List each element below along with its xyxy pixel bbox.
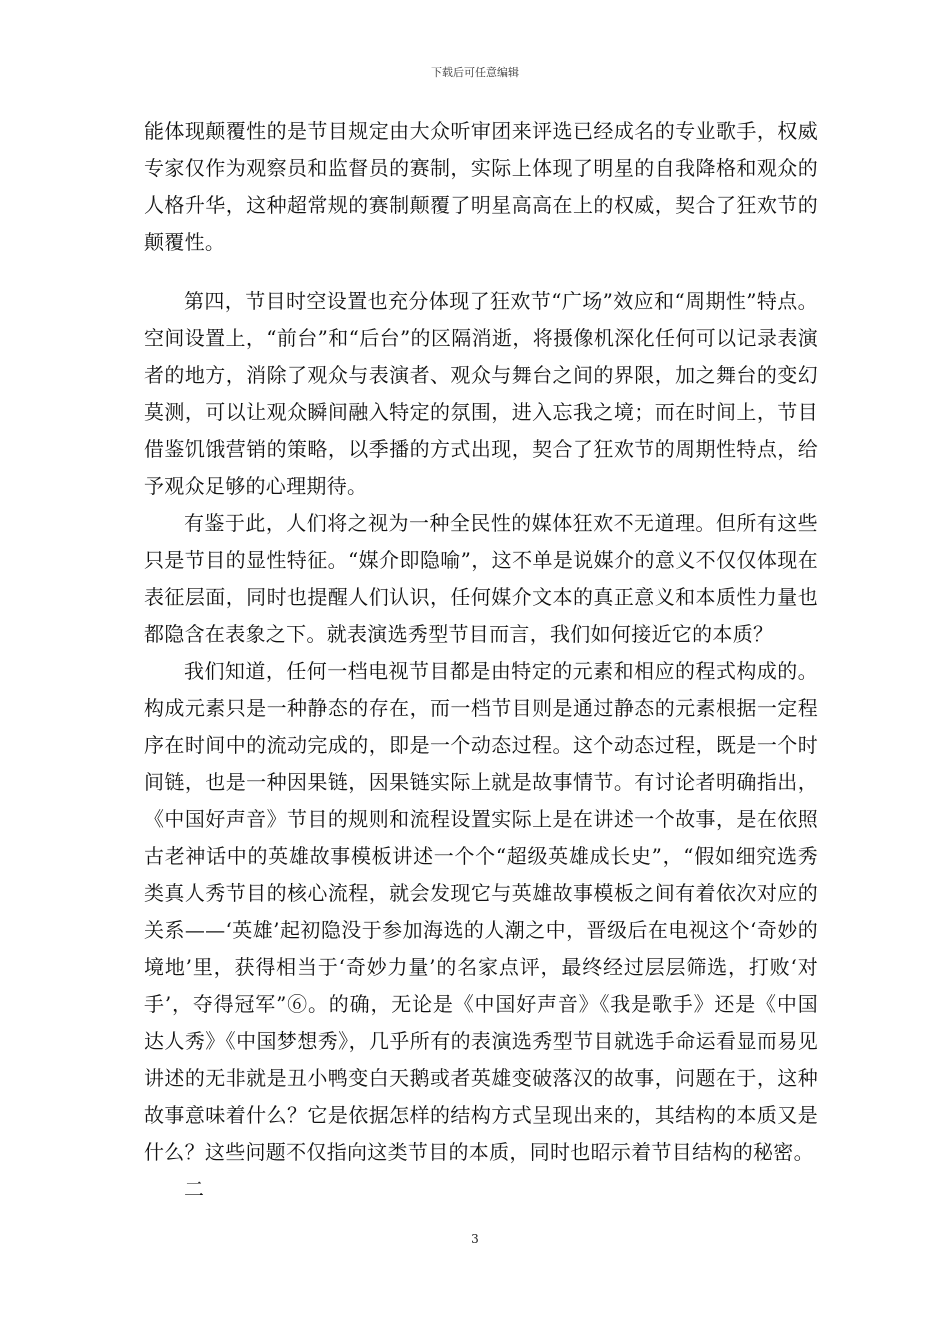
section-heading-two: 二 bbox=[184, 1177, 205, 1201]
page-number: 3 bbox=[471, 1232, 479, 1246]
paragraph-1: 能体现颠覆性的是节目规定由大众听审团来评选已经成名的专业歌手，权威专家仅作为观察员和监督员的赛制，实际上体现了明星的自我降格和观众的人格升华，这种超常规的赛制颠覆了明星高高在上的权威，契合了狂欢节的颠覆性。 bbox=[144, 119, 818, 254]
paragraph-2: 第四，节目时空设置也充分体现了狂欢节“广场”效应和“周期性”特点。空间设置上，“前台”和“后台”的区隔消逝，将摄像机深化任何可以记录表演者的地方，消除了观众与表演者、观众与舞台之间的界限，加之舞台的变幻莫测，可以让观众瞬间融入特定的氛围，进入忘我之境；而在时间上，节目借鉴饥饿营销的策略，以季播的方式出现，契合了狂欢节的周期性特点，给予观众足够的心理期待。 bbox=[144, 289, 818, 498]
page-header: 下载后可任意编辑 bbox=[431, 66, 519, 79]
paragraph-3: 有鉴于此，人们将之视为一种全民性的媒体狂欢不无道理。但所有这些只是节目的显性特征。“媒介即隐喻”，这不单是说媒介的意义不仅仅体现在表征层面，同时也提醒人们认识，任何媒介文本的真正意义和本质性力量也都隐含在表象之下。就表演选秀型节目而言，我们如何接近它的本质？ bbox=[144, 511, 818, 646]
paragraph-gap bbox=[144, 261, 818, 283]
document-body bbox=[144, 113, 818, 1208]
paragraph-4: 我们知道，任何一档电视节目都是由特定的元素和相应的程式构成的。构成元素只是一种静态的存在，而一档节目则是通过静态的元素根据一定程序在时间中的流动完成的，即是一个动态过程。这个动态过程，既是一个时间链，也是一种因果链，因果链实际上就是故事情节。有讨论者明确指出，《中国好声音》节目的规则和流程设置实际上是在讲述一个故事，是在依照古老神话中的英雄故事模板讲述一个个“超级英雄成长史”，“假如细究选秀类真人秀节目的核心流程，就会发现它与英雄故事模板之间有着依次对应的关系——‘英雄’起初隐没于参加海选的人潮之中，晋级后在电视这个‘奇妙的境地’里，获得相当于‘奇妙力量’的名家点评，最终经过层层筛选，打败‘对手’，夺得冠军”⑥。的确，无论是《中国好声音》《我是歌手》还是《中国达人秀》《中国梦想秀》，几乎所有的表演选秀型节目就选手命运看显而易见讲述的无非就是丑小鸭变白天鹅或者英雄变破落汉的故事，问题在于，这种故事意味着什么？它是依据怎样的结构方式呈现出来的，其结构的本质又是什么？这些问题不仅指向这类节目的本质，同时也昭示着节目结构的秘密。 bbox=[144, 659, 818, 1164]
